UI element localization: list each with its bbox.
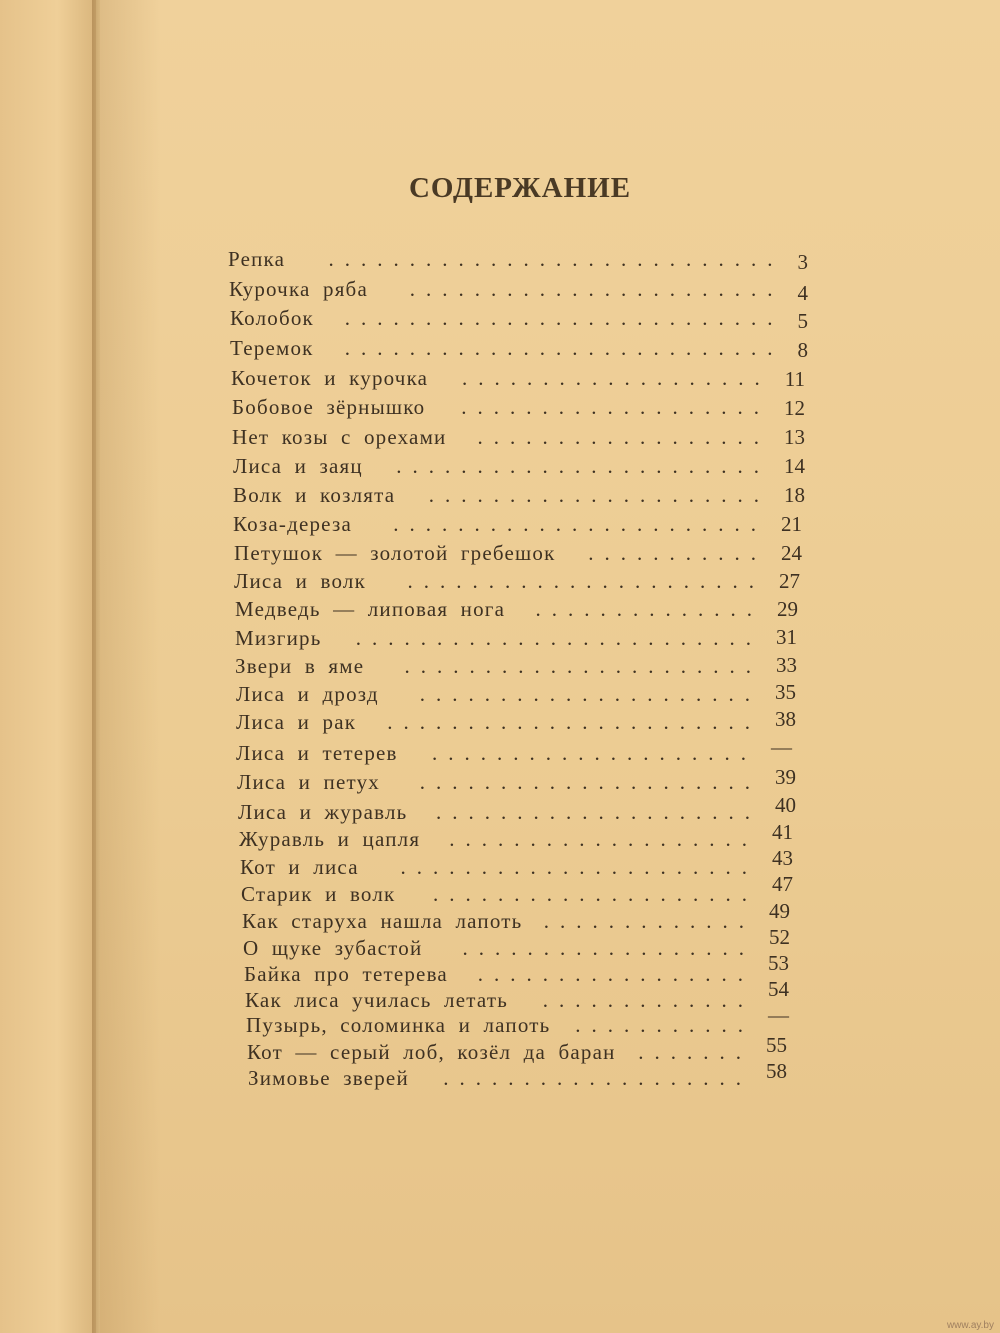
dot-leader: ....... (638, 1040, 752, 1064)
dot-leader: ..................... (419, 770, 761, 794)
toc-entry-title: Нет козы с орехами (232, 425, 447, 449)
toc-entry (246, 1003, 789, 1043)
toc-entry-page: 35 (775, 680, 796, 704)
toc-entry-page: 11 (784, 367, 805, 391)
toc-entry-page: 21 (781, 512, 802, 536)
dot-leader: ........... (575, 1013, 754, 1037)
toc-entry-title: Как старуха нашла лапоть (242, 909, 523, 933)
toc-entry (233, 454, 805, 484)
dot-leader: ..................... (428, 483, 770, 507)
toc-entry (236, 682, 796, 712)
toc-entry (232, 395, 805, 425)
toc-entry-title: Лиса и заяц (233, 454, 363, 478)
toc-entry (234, 541, 802, 571)
dot-leader: ...................... (404, 654, 762, 678)
toc-entry-page: 31 (776, 625, 797, 649)
toc-entry-page: 8 (797, 338, 808, 362)
toc-entry (248, 1059, 787, 1096)
toc-entry (237, 765, 796, 800)
dot-leader: ................. (477, 962, 754, 986)
toc-entry-page: 4 (797, 281, 808, 305)
toc-entry-page: 39 (775, 765, 796, 789)
toc-entry-page: — (771, 735, 792, 759)
toc-entry-page: 49 (769, 899, 790, 923)
dot-leader: .............. (535, 597, 763, 621)
dot-leader: .................... (432, 741, 757, 765)
toc-entry (236, 735, 792, 771)
toc-entry-title: Бобовое зёрнышко (232, 395, 426, 419)
toc-entry-title: О щуке зубастой (243, 936, 423, 960)
toc-entry (228, 247, 808, 277)
toc-entry (232, 425, 805, 455)
dot-leader: ............. (543, 909, 755, 933)
dot-leader: ........... (588, 541, 767, 565)
toc-entry-title: Коза-дереза (233, 512, 352, 536)
toc-entry-page: 43 (772, 846, 793, 870)
toc-entry (230, 336, 808, 366)
toc-entry-title: Волк и козлята (233, 483, 396, 507)
toc-entry (240, 846, 793, 885)
toc-entry-page: 54 (768, 977, 789, 1001)
toc-entry-page: 40 (775, 793, 796, 817)
toc-entry-title: Лиса и дрозд (236, 682, 379, 706)
toc-entry-page: 24 (781, 541, 802, 565)
toc-entry-title: Как лиса училась летать (245, 988, 508, 1012)
toc-entry-page: 5 (797, 309, 808, 333)
toc-entry-page: 53 (768, 951, 789, 975)
dot-leader: ........................... (344, 306, 784, 330)
page-title: СОДЕРЖАНИЕ (408, 172, 632, 204)
toc-entry-title: Петушок — золотой гребешок (234, 541, 556, 565)
toc-entry-title: Звери в яме (235, 654, 365, 678)
toc-entry (230, 306, 808, 336)
toc-entry (231, 366, 805, 396)
toc-entry-title: Кот и лиса (240, 855, 359, 879)
toc-entry (242, 899, 790, 939)
toc-entry-page: 33 (776, 653, 797, 677)
toc-entry-page: 41 (772, 820, 793, 844)
toc-entry-page: 14 (784, 454, 805, 478)
dot-leader: ...................... (400, 855, 758, 879)
dot-leader: ....................... (393, 512, 767, 536)
dot-leader: ............................ (328, 247, 784, 271)
toc-entry-title: Лиса и журавль (238, 800, 408, 824)
dot-leader: ................... (443, 1066, 752, 1090)
toc-entry-page: 13 (784, 425, 805, 449)
dot-leader: ....................... (409, 277, 784, 301)
toc-entry-title: Репка (228, 247, 286, 271)
toc-entry-title: Колобок (230, 306, 314, 330)
toc-entry (233, 483, 805, 513)
toc-entry (238, 793, 796, 830)
toc-entry-title: Теремок (230, 336, 314, 360)
toc-entry-title: Медведь — липовая нога (235, 597, 506, 621)
toc-entry (229, 277, 808, 307)
toc-entry-page: — (768, 1003, 789, 1027)
toc-entry-page: 12 (784, 396, 805, 420)
toc-entry-page: 55 (766, 1033, 787, 1057)
toc-entry-title: Пузырь, соломинка и лапоть (246, 1013, 551, 1037)
toc-entry-page: 29 (777, 597, 798, 621)
toc-entry-title: Лиса и волк (234, 569, 366, 593)
toc-entry-title: Байка про тетерева (244, 962, 448, 986)
toc-entry (236, 707, 796, 740)
toc-entry (234, 569, 800, 599)
dot-leader: ....................... (396, 454, 770, 478)
toc-entry-page: 3 (797, 250, 808, 274)
toc-entry (235, 626, 797, 656)
toc-entry-title: Старик и волк (241, 882, 396, 906)
toc-entry-page: 47 (772, 872, 793, 896)
dot-leader: ....................... (387, 710, 761, 734)
dot-leader: ............. (542, 988, 754, 1012)
toc-entry-title: Лиса и рак (236, 710, 357, 734)
watermark: www.ay.by (946, 1320, 994, 1331)
dot-leader: .................... (433, 882, 758, 906)
dot-leader: ................... (449, 827, 758, 851)
dot-leader: ...................... (407, 569, 765, 593)
toc-entry-page: 27 (779, 569, 800, 593)
toc-entry-title: Кот — серый лоб, козёл да баран (247, 1040, 616, 1064)
dot-leader: .................... (436, 800, 761, 824)
toc-entry-title: Лиса и тетерев (236, 741, 398, 765)
dot-leader: .................. (462, 936, 755, 960)
dot-leader: ..................... (419, 682, 761, 706)
dot-leader: ................... (461, 395, 770, 419)
dot-leader: ................... (462, 366, 771, 390)
toc-entry-title: Зимовье зверей (248, 1066, 409, 1090)
toc-entry (241, 872, 793, 912)
dot-leader: .................. (477, 425, 770, 449)
dot-leader: ......................... (355, 626, 762, 650)
toc-entry-page: 52 (769, 925, 790, 949)
toc-entry-title: Курочка ряба (229, 277, 368, 301)
toc-entry (235, 597, 798, 627)
toc-entry-page: 18 (784, 483, 805, 507)
toc-entry (239, 820, 793, 857)
toc-entry (233, 512, 802, 542)
toc-entry-page: 58 (766, 1059, 787, 1083)
toc-entry-title: Мизгирь (235, 626, 322, 650)
toc-entry-title: Кочеток и курочка (231, 366, 429, 390)
toc-entry-page: 38 (775, 707, 796, 731)
toc-entry (235, 654, 797, 684)
toc-entry-title: Журавль и цапля (239, 827, 421, 851)
dot-leader: ........................... (344, 336, 784, 360)
toc-entry-title: Лиса и петух (237, 770, 380, 794)
